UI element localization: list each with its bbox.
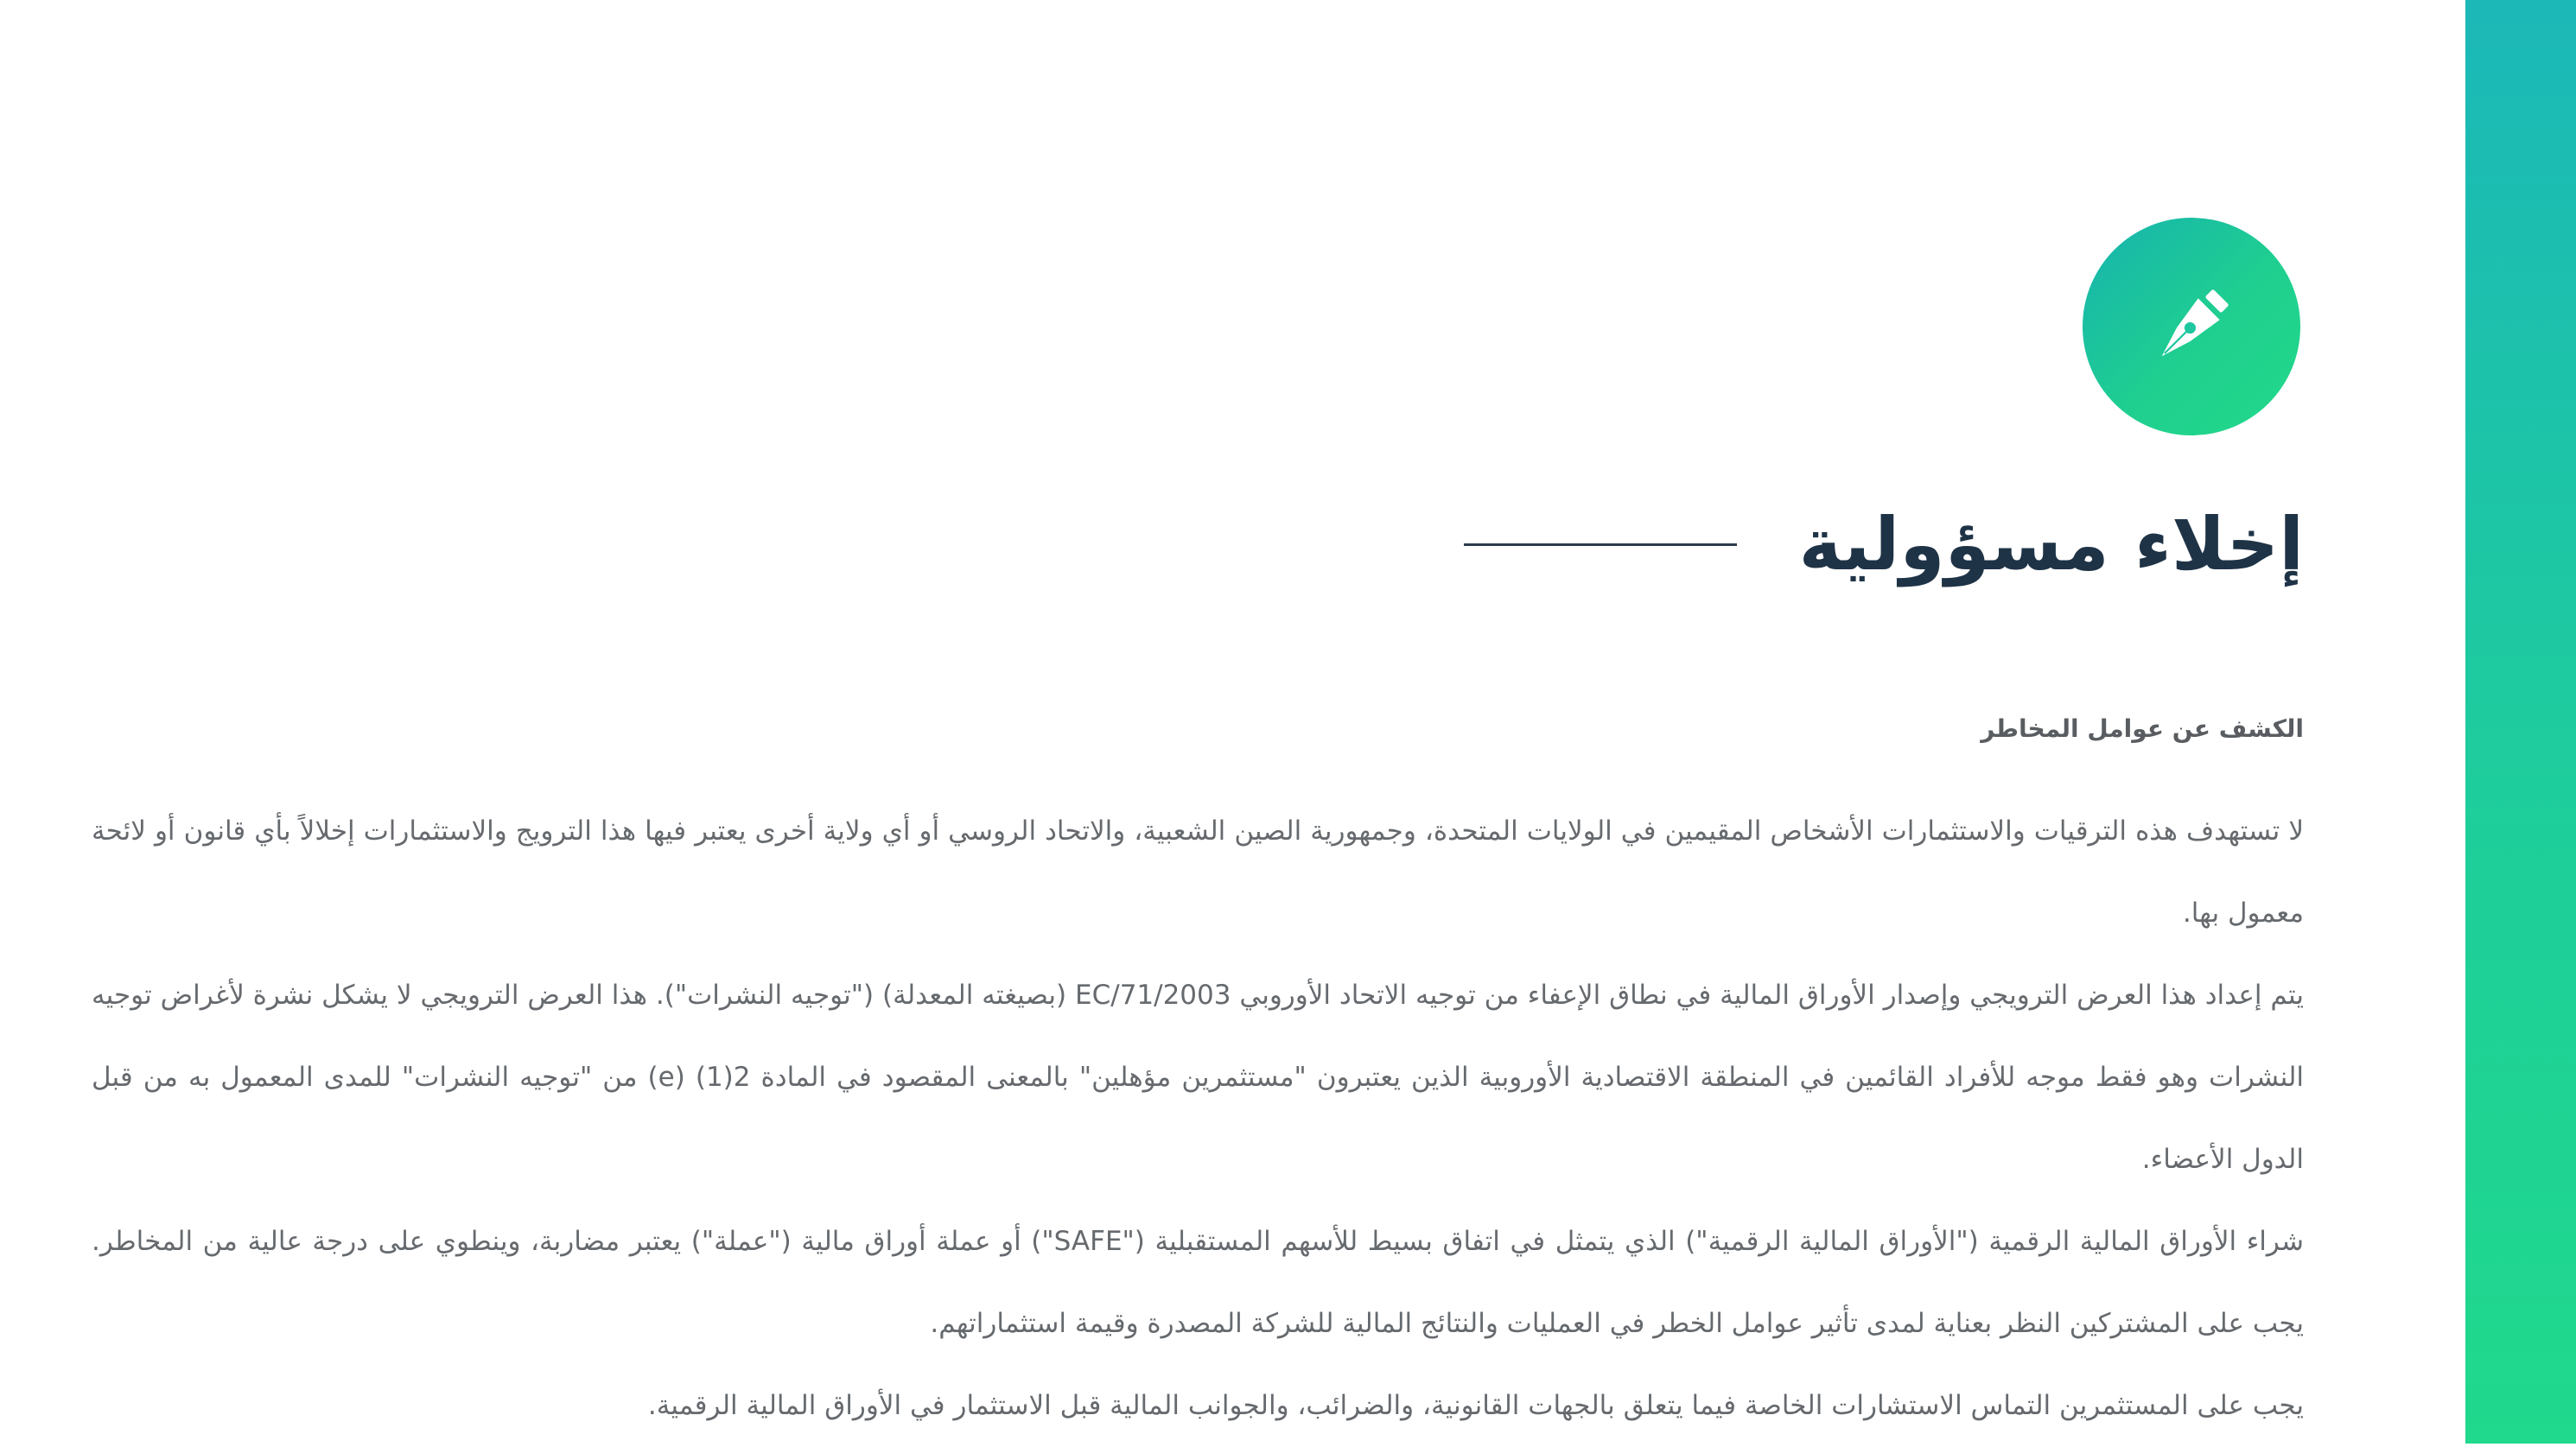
page-title: إخلاء مسؤولية xyxy=(1798,502,2304,587)
title-underline xyxy=(1464,543,1737,546)
title-row xyxy=(1464,492,2304,596)
accent-side-bar xyxy=(2465,0,2576,1444)
disclaimer-content xyxy=(92,708,2304,1447)
pen-badge xyxy=(2083,218,2300,435)
risk-factors-heading: الكشف عن عوامل المخاطر xyxy=(1981,714,2304,743)
paragraph: يتم إعداد هذا العرض الترويجي وإصدار الأوراق المالية في نطاق الإعفاء من توجيه الاتحاد الأوروبي EC/71/2003 (بصيغته المعدلة) ("توجيه النشرات"). هذا العرض الترويجي لا يشكل نشرة لأغراض توجيه النشرات وهو فقط موجه للأفراد القائمين في المنطقة الاقتصادية الأوروبية الذين يعتبرون "مستثمرين مؤهلين" بالمعنى المقصود في المادة 2(1) (e) من "توجيه النشرات" للمدى المعمول به من قبل الدول الأعضاء. xyxy=(92,980,2305,1175)
paragraph: يجب على المستثمرين التماس الاستشارات الخاصة فيما يتعلق بالجهات القانونية، والضرائب، والجوانب المالية قبل الاستثمار في الأوراق المالية الرقمية. xyxy=(647,1390,2304,1421)
paragraph: شراء الأوراق المالية الرقمية ("الأوراق المالية الرقمية") الذي يتمثل في اتفاق بسيط للأسهم المستقبلية ("SAFE") أو عملة أوراق مالية ("عملة") يعتبر مضاربة، وينطوي على درجة عالية من المخاطر. يجب على المشتركين النظر بعناية لمدى تأثير عوامل الخطر في العمليات والنتائج المالية للشركة المصدرة وقيمة استثماراتهم. xyxy=(92,1226,2304,1339)
pen-nib-icon xyxy=(2144,279,2239,374)
paragraph: لا تستهدف هذه الترقيات والاستثمارات الأشخاص المقيمين في الولايات المتحدة، وجمهورية الصين الشعبية، والاتحاد الروسي أو أي ولاية أخرى يعتبر فيها هذا الترويج والاستثمارات إخلالاً بأي قانون أو لائحة معمول بها. xyxy=(92,816,2304,929)
